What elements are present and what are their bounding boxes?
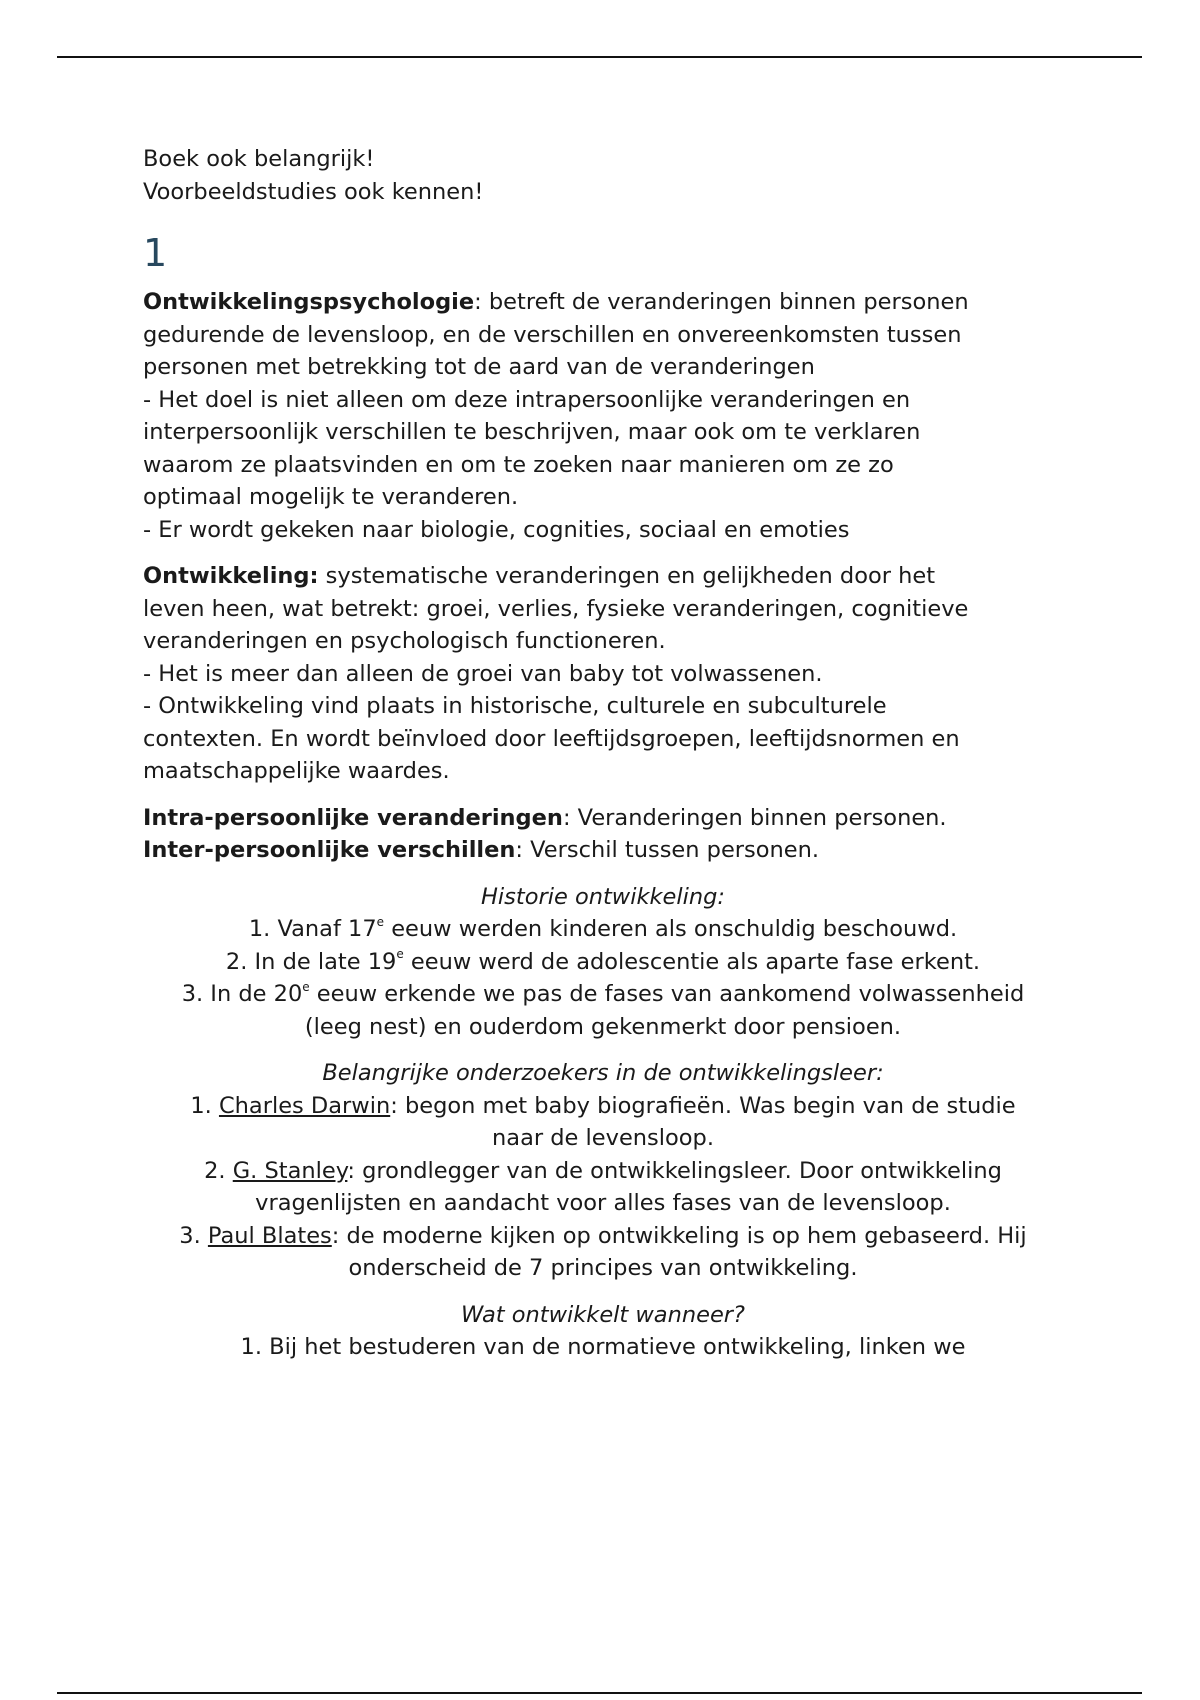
historie-item-2: 2. In de late 19e eeuw werd de adolescentie als aparte fase erkent.	[225, 947, 981, 975]
p1-line-1: : betreft de veranderingen binnen personen	[474, 289, 969, 315]
p1-line-8: - Er wordt gekeken naar biologie, cognities, sociaal en emoties	[143, 516, 850, 543]
paragraph-ontwikkeling	[143, 560, 1063, 788]
section-wat-ontwikkelt	[143, 1299, 1063, 1364]
historie-item-1: 1. Vanaf 17e eeuw werden kinderen als onschuldig beschouwd.	[248, 914, 958, 942]
historie-item-3: 3. In de 20e eeuw erkende we pas de fases van aankomend volwassenheid	[181, 979, 1025, 1007]
name-g-stanley: G. Stanley	[232, 1157, 348, 1184]
term-ontwikkelingspsychologie: Ontwikkelingspsychologie	[143, 289, 475, 315]
paragraph-ontwikkelingspsychologie	[143, 286, 1063, 546]
intro-notes	[143, 143, 1063, 208]
p1-line-4: - Het doel is niet alleen om deze intrapersoonlijke veranderingen en	[143, 386, 911, 413]
p2-line-3: veranderingen en psychologisch functioneren.	[143, 628, 666, 654]
top-rule	[57, 56, 1142, 58]
onderzoeker-item-1: 1. Charles Darwin: begon met baby biografieën. Was begin van de studie	[190, 1092, 1016, 1119]
p1-line-5: interpersoonlijk verschillen te beschrijven, maar ook om te verklaren	[143, 419, 921, 445]
p2-line-2: leven heen, wat betrekt: groei, verlies, fysieke veranderingen, cognitieve	[143, 595, 969, 622]
intro-line-1: Boek ook belangrijk!	[143, 146, 375, 172]
onderzoeker-item-3-cont: onderscheid de 7 principes van ontwikkeling.	[348, 1255, 858, 1281]
historie-item-3-cont: (leeg nest) en ouderdom gekenmerkt door pensioen.	[304, 1013, 902, 1040]
historie-title: Historie ontwikkeling:	[480, 883, 725, 910]
p1-line-6: waarom ze plaatsvinden en om te zoeken naar manieren om ze zo	[143, 451, 894, 478]
p2-line-6: contexten. En wordt beïnvloed door leeftijdsgroepen, leeftijdsnormen en	[143, 725, 960, 752]
def-inter-persoonlijke: : Verschil tussen personen.	[515, 837, 820, 863]
wat-ontwikkelt-title: Wat ontwikkelt wanneer?	[461, 1301, 745, 1328]
document-body	[143, 143, 1063, 1364]
name-charles-darwin: Charles Darwin	[218, 1092, 391, 1119]
p1-line-7: optimaal mogelijk te veranderen.	[143, 484, 519, 510]
p1-line-2: gedurende de levensloop, en de verschillen en onvereenkomsten tussen	[143, 321, 962, 348]
term-ontwikkeling: Ontwikkeling:	[143, 563, 319, 589]
section-onderzoekers	[143, 1057, 1063, 1285]
name-paul-blates: Paul Blates	[207, 1222, 332, 1249]
chapter-heading: 1	[143, 231, 168, 275]
intro-line-2: Voorbeeldstudies ook kennen!	[143, 178, 484, 205]
onderzoeker-item-2-cont: vragenlijsten en aandacht voor alles fases van de levensloop.	[255, 1190, 951, 1216]
def-intra-persoonlijke: : Veranderingen binnen personen.	[562, 804, 947, 831]
onderzoekers-title: Belangrijke onderzoekers in de ontwikkelingsleer:	[322, 1060, 884, 1086]
term-intra-persoonlijke: Intra-persoonlijke veranderingen	[143, 804, 563, 831]
p2-line-5: - Ontwikkeling vind plaats in historische, culturele en subculturele	[143, 693, 887, 719]
p1-line-3: personen met betrekking tot de aard van de veranderingen	[143, 354, 815, 380]
paragraph-definitions	[143, 802, 1063, 867]
section-historie	[143, 881, 1063, 1044]
bottom-rule	[57, 1692, 1142, 1694]
term-inter-persoonlijke: Inter-persoonlijke verschillen	[143, 837, 516, 863]
p2-line-7: maatschappelijke waardes.	[143, 758, 450, 784]
onderzoeker-item-1-cont: naar de levensloop.	[492, 1125, 714, 1151]
wat-ontwikkelt-item-1: 1. Bij het bestuderen van de normatieve ontwikkeling, linken we	[240, 1334, 966, 1360]
onderzoeker-item-2: 2. G. Stanley: grondlegger van de ontwikkelingsleer. Door ontwikkeling	[204, 1157, 1002, 1184]
p2-line-1: systematische veranderingen en gelijkheden door het	[318, 563, 936, 589]
onderzoeker-item-3: 3. Paul Blates: de moderne kijken op ontwikkeling is op hem gebaseerd. Hij	[179, 1222, 1027, 1249]
p2-line-4: - Het is meer dan alleen de groei van baby tot volwassenen.	[143, 660, 823, 687]
